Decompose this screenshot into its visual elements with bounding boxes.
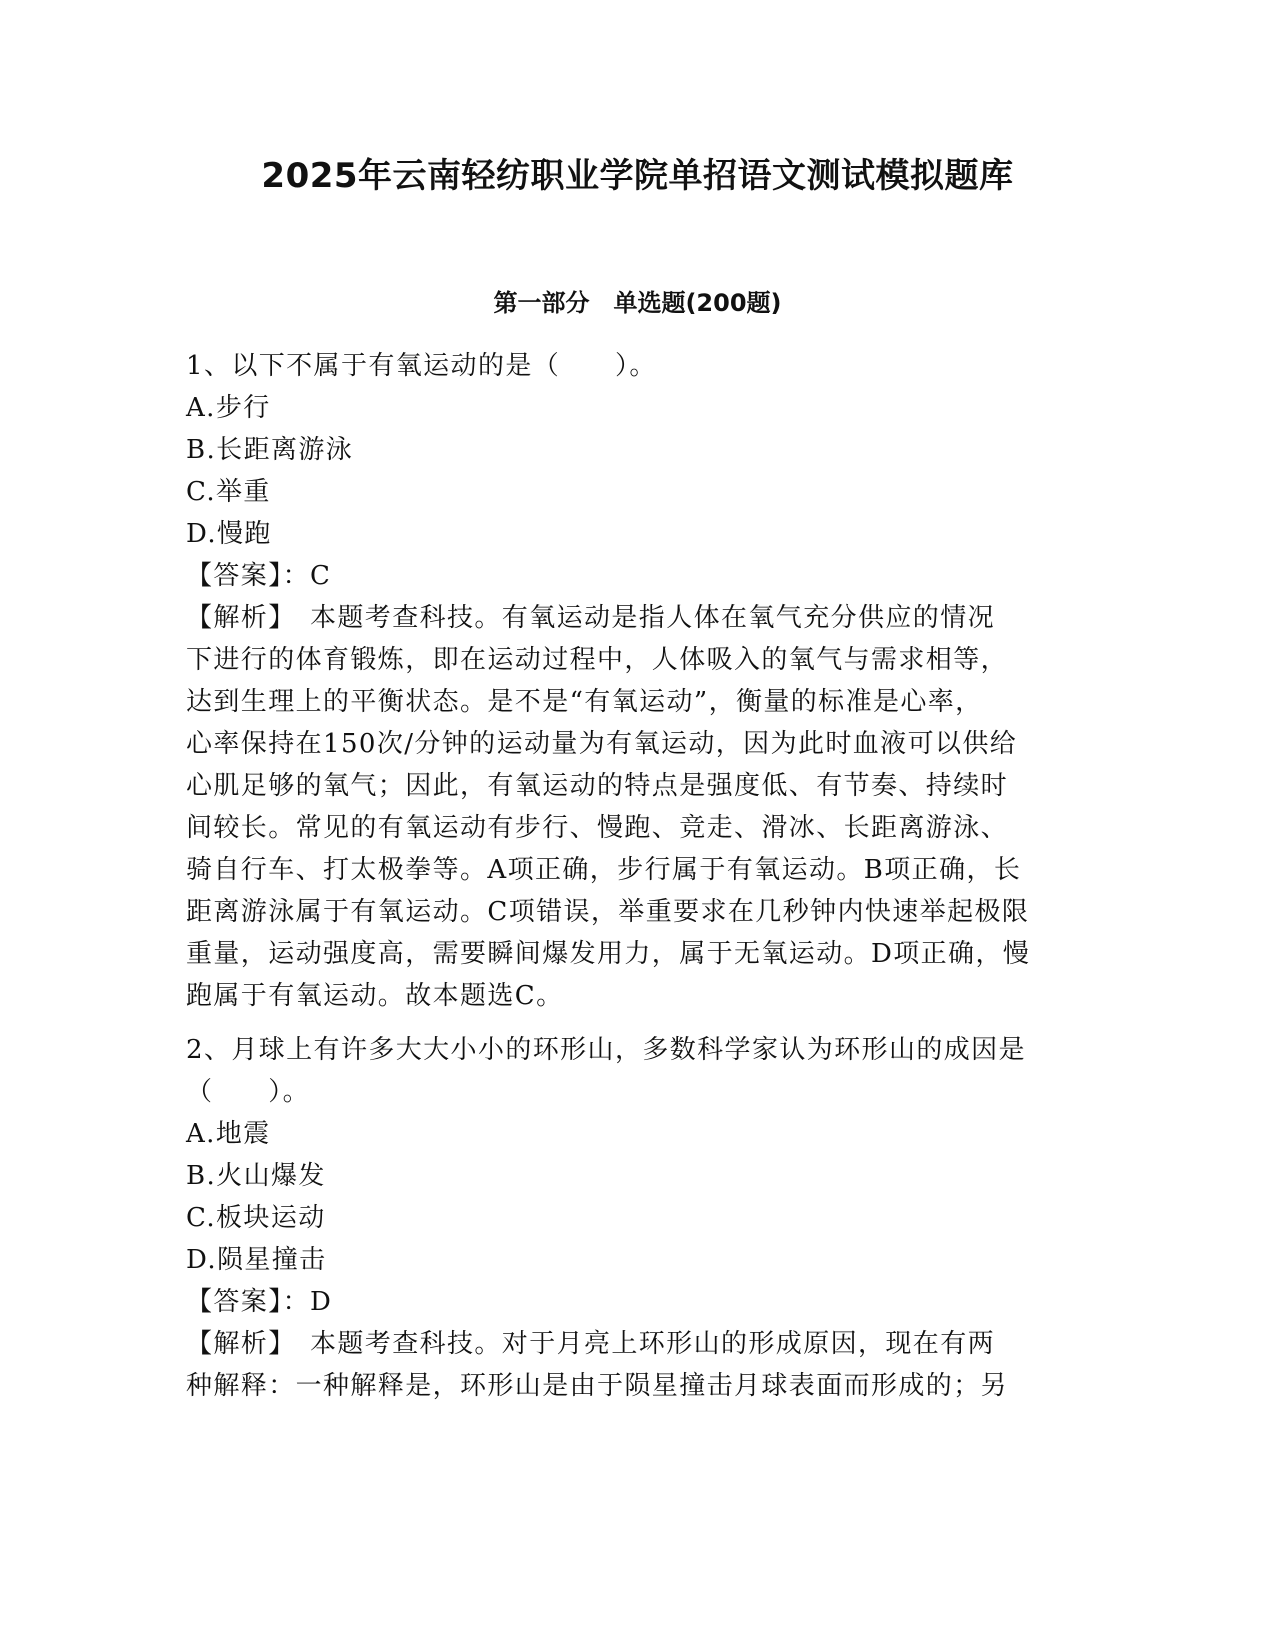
option-a: A.地震	[186, 1119, 271, 1149]
analysis-line: 达到生理上的平衡状态。是不是“有氧运动”，衡量的标准是心率，	[186, 687, 983, 717]
answer-line: 【答案】：D	[186, 1287, 333, 1317]
analysis-line: 【解析】 本题考查科技。有氧运动是指人体在氧气充分供应的情况	[186, 603, 996, 633]
analysis-line: 骑自行车、打太极拳等。A项正确，步行属于有氧运动。B项正确，长	[186, 855, 1022, 885]
question-2	[186, 1029, 1091, 1407]
question-list	[186, 345, 1091, 1407]
answer-line: 【答案】：C	[186, 561, 332, 591]
option-b: B.火山爆发	[186, 1161, 326, 1191]
analysis-line: 跑属于有氧运动。故本题选C。	[186, 981, 564, 1011]
option-b: B.长距离游泳	[186, 435, 354, 465]
analysis-line: 种解释：一种解释是，环形山是由于陨星撞击月球表面而形成的；另	[186, 1371, 1009, 1401]
section-title: 第一部分 单选题(200题)	[493, 289, 782, 317]
analysis-line: 距离游泳属于有氧运动。C项错误，举重要求在几秒钟内快速举起极限	[186, 897, 1030, 927]
analysis-line: 重量，运动强度高，需要瞬间爆发用力，属于无氧运动。D项正确，慢	[186, 939, 1031, 969]
analysis-line: 【解析】 本题考查科技。对于月亮上环形山的形成原因，现在有两	[186, 1329, 996, 1359]
option-d: D.陨星撞击	[186, 1245, 327, 1275]
option-d: D.慢跑	[186, 519, 272, 549]
question-stem: 1、以下不属于有氧运动的是（ ）。	[186, 351, 657, 381]
analysis-line: 间较长。常见的有氧运动有步行、慢跑、竞走、滑冰、长距离游泳、	[186, 813, 1009, 843]
document-title: 2025年云南轻纺职业学院单招语文测试模拟题库	[261, 156, 1014, 196]
analysis-line: 心率保持在150次/分钟的运动量为有氧运动，因为此时血液可以供给	[186, 729, 1018, 759]
question-stem: 2、月球上有许多大大小小的环形山，多数科学家认为环形山的成因是	[186, 1035, 1026, 1065]
question-1	[186, 345, 1091, 1017]
option-c: C.板块运动	[186, 1203, 326, 1233]
analysis-line: 心肌足够的氧气；因此，有氧运动的特点是强度低、有节奏、持续时	[186, 771, 1009, 801]
option-c: C.举重	[186, 477, 271, 507]
option-a: A.步行	[186, 393, 271, 423]
analysis-line: 下进行的体育锻炼，即在运动过程中，人体吸入的氧气与需求相等，	[186, 645, 1009, 675]
question-stem: （ ）。	[186, 1077, 311, 1107]
